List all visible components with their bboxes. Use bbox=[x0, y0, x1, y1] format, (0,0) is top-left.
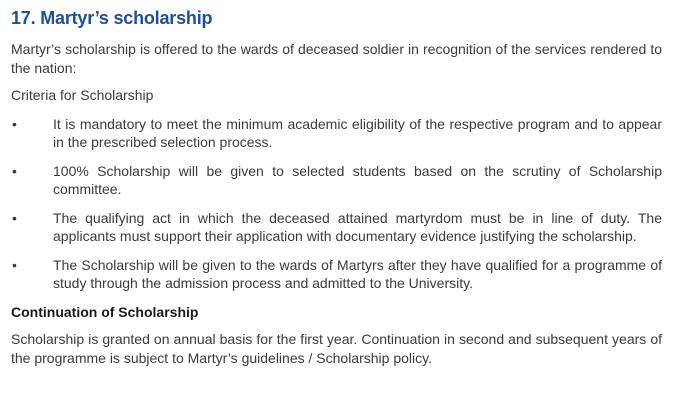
bullet-icon: • bbox=[12, 162, 17, 179]
list-item-text: 100% Scholarship will be given to selected students based on the scrutiny of Scholarship committee. bbox=[53, 162, 662, 197]
section-title: 17. Martyr’s scholarship bbox=[11, 8, 213, 28]
criteria-list bbox=[11, 115, 662, 293]
list-item bbox=[11, 256, 662, 293]
intro-paragraph: Martyr’s scholarship is offered to the wards of deceased soldier in recognition of the services rendered to the nation: bbox=[11, 41, 662, 76]
list-item bbox=[11, 162, 662, 199]
criteria-label: Criteria for Scholarship bbox=[11, 87, 154, 103]
continuation-heading: Continuation of Scholarship bbox=[11, 303, 199, 320]
list-item bbox=[11, 115, 662, 152]
list-item-text: It is mandatory to meet the minimum academic eligibility of the respective program and to appear in the prescribed selection process. bbox=[53, 115, 662, 150]
bullet-icon: • bbox=[12, 115, 17, 132]
bullet-icon: • bbox=[12, 256, 17, 273]
bullet-icon: • bbox=[12, 209, 17, 226]
list-item bbox=[11, 209, 662, 246]
continuation-paragraph: Scholarship is granted on annual basis for the first year. Continuation in second and subsequent years of the programme is subject to Martyr’s guidelines / Scholarship policy. bbox=[11, 331, 662, 366]
list-item-text: The qualifying act in which the deceased attained martyrdom must be in line of duty. The applicants must support their application with documentary evidence justifying the scholarship. bbox=[53, 209, 662, 244]
list-item-text: The Scholarship will be given to the wards of Martyrs after they have qualified for a programme of study through the admission process and admitted to the University. bbox=[53, 256, 662, 291]
